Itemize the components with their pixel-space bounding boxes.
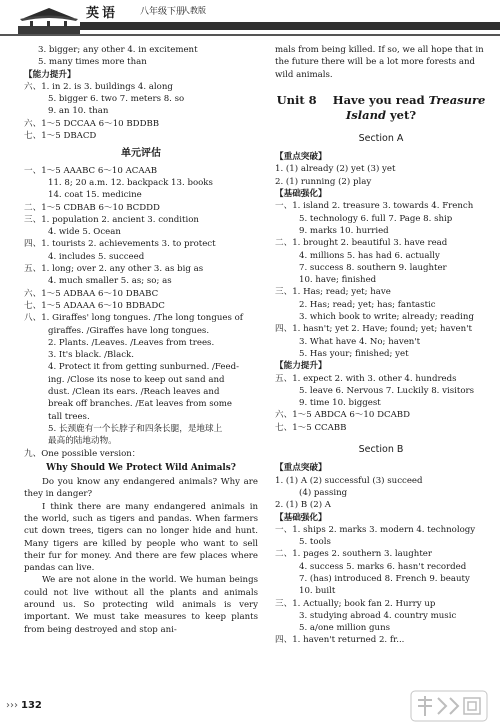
answer-line: 二、1. brought 2. beautiful 3. have read [275, 238, 448, 249]
answer-line: 五、1. expect 2. with 3. other 4. hundreds [275, 373, 457, 384]
page-number [6, 700, 42, 711]
answer-line: 5. Has your; finished; yet [299, 348, 409, 359]
answer-line: 三、1. Actually; book fan 2. Hurry up [275, 598, 436, 609]
unit-title: Unit 8 Have you read Treasure Island yet? [276, 92, 486, 122]
answer-line: 六、1～5 ADBAA 6～10 DBABC [24, 288, 159, 299]
answer-line: 1. (1) already (2) yet (3) yet [275, 164, 396, 175]
chevrons-right-icon: ››› [6, 700, 18, 711]
answer-line: 2. (1) B (2) A [275, 500, 331, 511]
answer-line: 4. success 5. marks 6. hasn't recorded [299, 561, 467, 572]
answer-line: 二、1. pages 2. southern 3. laughter [275, 549, 432, 560]
answer-line: 六、1. in 2. is 3. buildings 4. along [24, 81, 173, 92]
answer-line: 四、1. haven't returned 2. fr... [275, 635, 405, 646]
answer-line: 5. leave 6. Nervous 7. Luckily 8. visitors [299, 385, 475, 396]
header-band [80, 22, 500, 30]
answer-line: 4. much smaller 5. as; so; as [48, 276, 172, 287]
answer-line: 10. have; finished [299, 275, 377, 286]
page-header [0, 0, 500, 42]
essay-continued: mals from being killed. If so, we all hope that in the future there will be a lot more forests and wild animals. [275, 45, 484, 80]
answer-line: 一、1. island 2. treasure 3. towards 4. French [275, 201, 474, 212]
answer-line: 2. Has; read; yet; has; fantastic [299, 299, 436, 310]
section-heading: 【基础强化】 [275, 512, 327, 523]
section-heading: 【重点突破】 [275, 463, 327, 474]
answer-line: 5. 长颈鹿有一个长脖子和四条长腿，是地球上 [48, 423, 223, 434]
essay-intro: 九、One possible version： [24, 448, 141, 459]
answer-line: 5. tools [299, 537, 331, 548]
answer-line: 四、1. hasn't; yet 2. Have; found; yet; haven't [275, 324, 472, 335]
answer-line: 9. time 10. biggest [299, 398, 381, 409]
section-heading: 【能力提升】 [275, 361, 327, 372]
answer-line: 七、1～5 DBACD [24, 131, 97, 142]
answer-line: 3. which book to write; already; reading [299, 312, 474, 323]
answer-line: 4. Protect it from getting sunburned. /Feed- [48, 362, 239, 373]
answer-line: 5. many times more than [38, 57, 147, 68]
answer-line: 7. success 8. southern 9. laughter [299, 262, 447, 273]
answer-line: 四、1. tourists 2. achievements 3. to protect [24, 239, 216, 250]
answer-line: 4. wide 5. Ocean [48, 227, 121, 238]
answer-line: 三、1. population 2. ancient 3. condition [24, 214, 199, 225]
answer-line: 七、1～5 ADAAA 6～10 BDBADC [24, 300, 165, 311]
unit-review-title: 单元评估 [121, 148, 161, 160]
section-heading: 【基础强化】 [275, 189, 327, 200]
answer-line: 9. marks 10. hurried [299, 225, 389, 236]
answer-line: 八、1. Giraffes' long tongues. /The long tongues of [24, 313, 243, 324]
answer-line: ing. /Close its nose to keep out sand and [48, 374, 225, 385]
answer-line: 3. What have 4. No; haven't [299, 336, 421, 347]
answer-line: 最高的陆地动物。 [48, 436, 117, 447]
left-column [24, 44, 258, 636]
answer-line: 三、1. Has; read; yet; have [275, 287, 391, 298]
answer-line: 5. technology 6. full 7. Page 8. ship [299, 213, 453, 224]
answer-line: 5. bigger 6. two 7. meters 8. so [48, 94, 185, 105]
answer-line: 9. an 10. than [48, 106, 109, 117]
chinese-pavilion-icon [18, 4, 80, 34]
answer-line: 10. built [299, 586, 336, 597]
answer-line: break off branches. /Eat leaves from some [48, 399, 233, 410]
book-subject: 英语 [86, 6, 119, 21]
answer-line: 2. Plants. /Leaves. /Leaves from trees. [48, 337, 215, 348]
answer-line: 一、1～5 AAABC 6～10 ACAAB [24, 165, 158, 176]
answer-line: 4. includes 5. succeed [48, 251, 145, 262]
book-grade: 八年级下册 [140, 7, 186, 17]
essay-paragraph: I think there are many endangered animals in the world, such as tigers and pandas. When farmers cut down trees, tigers can no longer hide and hunt. Many tigers are killed by people who want to sell their fur for money. And there are few places where pandas can live. [24, 501, 258, 574]
answer-line: 4. millions 5. has had 6. actually [299, 250, 440, 261]
answer-line: 六、1～5 DCCAA 6～10 BDDBB [24, 118, 160, 129]
book-edition: 人教版 [182, 6, 206, 15]
watermark-logo [410, 690, 488, 722]
answer-line: 5. a/one million guns [299, 623, 391, 634]
answer-line: 3. studying abroad 4. country music [299, 610, 457, 621]
answer-line: 六、1～5 ABDCA 6～10 DCABD [275, 410, 410, 421]
essay-paragraph: Do you know any endangered animals? Why are they in danger? [24, 477, 258, 500]
answer-line: 七、1～5 CCABB [275, 422, 347, 433]
answer-line: 一、1. ships 2. marks 3. modern 4. technology [275, 524, 476, 535]
answer-line: 2. (1) running (2) play [275, 176, 372, 187]
section-b-title: Section B [358, 444, 404, 456]
page-number-value: 132 [21, 700, 42, 711]
answer-line: 二、1～5 CDBAB 6～10 BCDDD [24, 202, 160, 213]
section-heading: 【重点突破】 [275, 152, 327, 163]
essay-paragraph: We are not alone in the world. We human beings could not live without all the plants and animals around us. So protecting wild animals is very important. We must take measures to keep plants from being destroyed and stop ani- [24, 575, 258, 635]
answer-line: 7. (has) introduced 8. French 9. beauty [299, 573, 470, 584]
answer-line: (4) passing [299, 487, 348, 498]
header-rule [0, 34, 500, 36]
section-heading: 【能力提升】 [24, 69, 76, 80]
answer-line: 1. (1) A (2) successful (3) succeed [275, 475, 423, 486]
answer-line: 五、1. long; over 2. any other 3. as big as [24, 264, 204, 275]
answer-line: 11. 8; 20 a.m. 12. backpack 13. books [48, 177, 213, 188]
essay-title: Why Should We Protect Wild Animals? [46, 462, 236, 473]
section-a-title: Section A [358, 132, 404, 144]
answer-line: 14. coat 15. medicine [48, 190, 142, 201]
answer-line: giraffes. /Giraffes have long tongues. [48, 325, 210, 336]
right-column [275, 44, 487, 647]
answer-line: 3. It's black. /Black. [48, 350, 134, 361]
answer-line: 3. bigger; any other 4. in excitement [38, 45, 198, 55]
answer-line: tall trees. [48, 411, 90, 422]
answer-line: dust. /Clean its ears. /Reach leaves and [48, 387, 220, 398]
